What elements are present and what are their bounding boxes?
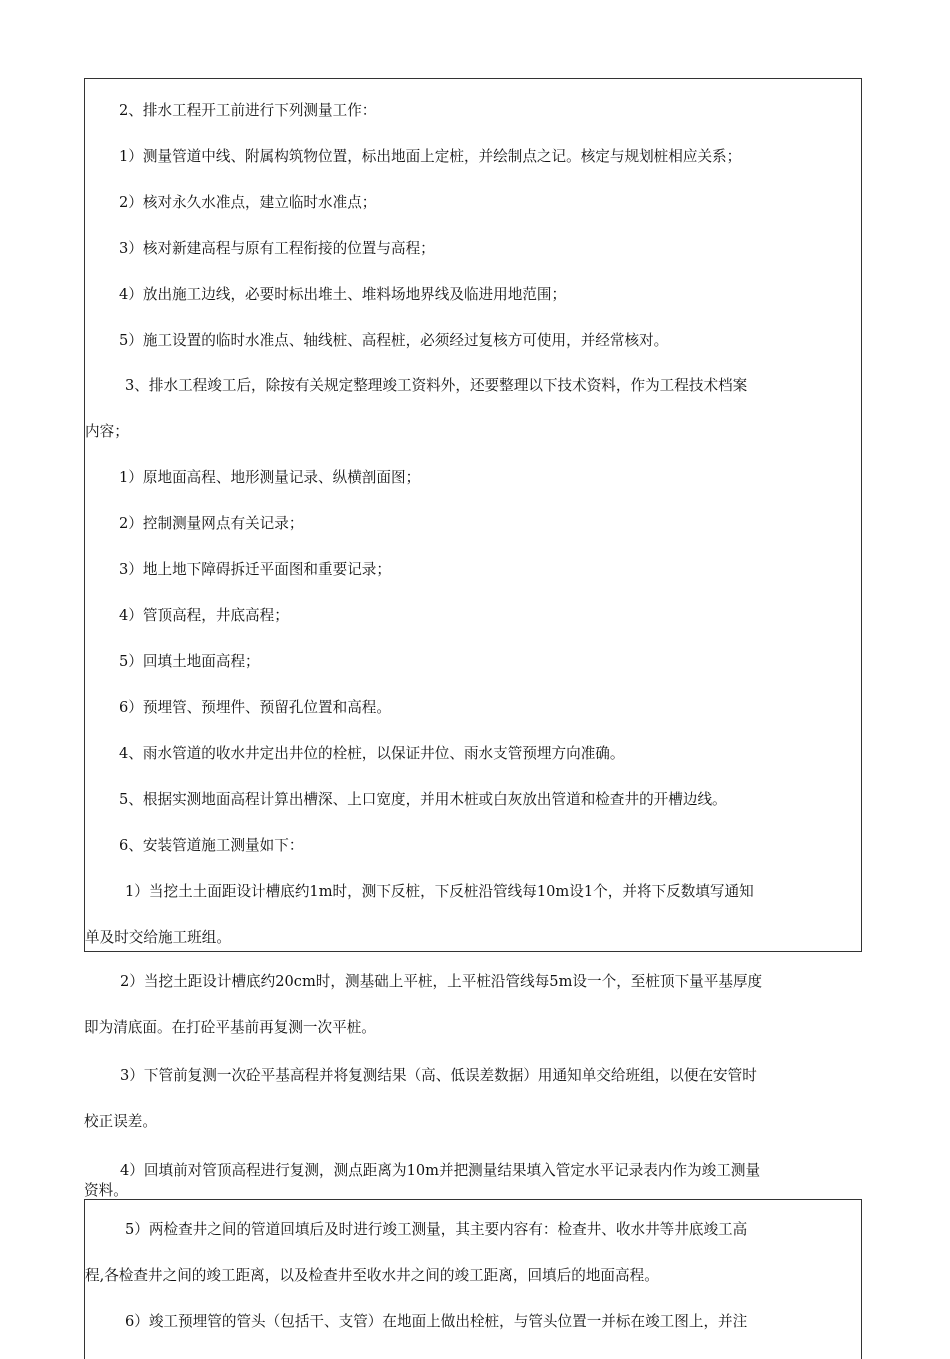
text-line: 4、雨水管道的收水井定出井位的栓桩，以保证井位、雨水支管预埋方向准确。: [119, 745, 625, 762]
text-line: 5）两检查井之间的管道回填后及时进行竣工测量，其主要内容有：检查井、收水井等井底竣工高: [125, 1221, 748, 1238]
text-line: 资料。: [84, 1182, 128, 1199]
text-line: 即为清底面。在打砼平基前再复测一次平桩。: [84, 1019, 376, 1036]
text-line: 6、安装管道施工测量如下：: [119, 837, 304, 854]
text-line: 2）核对永久水准点，建立临时水准点；: [119, 194, 377, 211]
text-line: 1）测量管道中线、附属构筑物位置，标出地面上定桩，并绘制点之记。核定与规划桩相应关系；: [119, 148, 742, 165]
text-line: 4）回填前对管顶高程进行复测，测点距离为10m并把测量结果填入管定水平记录表内作为竣工测量: [120, 1162, 761, 1179]
text-line: 单及时交给施工班组。: [85, 929, 231, 946]
text-line: 3）地上地下障碍拆迁平面图和重要记录；: [119, 561, 391, 578]
text-line: 内容；: [85, 423, 129, 440]
text-line: 1）原地面高程、地形测量记录、纵横剖面图；: [119, 469, 421, 486]
text-line: 1）当挖土土面距设计槽底约1m时，测下反桩，下反桩沿管线每10m设1个，并将下反数填写通知: [125, 883, 754, 900]
text-line: 2）当挖土距设计槽底约20cm时，测基础上平桩，上平桩沿管线每5m设一个，至桩顶下量平基厚度: [120, 973, 763, 990]
text-line: 6）预埋管、预埋件、预留孔位置和高程。: [119, 699, 391, 716]
text-line: 程,各检查井之间的竣工距离，以及检查井至收水井之间的竣工距离，回填后的地面高程。: [85, 1267, 659, 1284]
text-line: 4）管顶高程，井底高程；: [119, 607, 289, 624]
text-line: 3）下管前复测一次砼平基高程并将复测结果（高、低误差数据）用通知单交给班组，以便在安管时: [120, 1067, 757, 1084]
text-line: 2、排水工程开工前进行下列测量工作：: [119, 102, 377, 119]
text-line: 3、排水工程竣工后，除按有关规定整理竣工资料外，还要整理以下技术资料，作为工程技术档案: [125, 377, 748, 394]
text-line: 3）核对新建高程与原有工程衔接的位置与高程；: [119, 240, 435, 257]
text-line: 5）回填土地面高程；: [119, 653, 260, 670]
text-line: 5）施工设置的临时水准点、轴线桩、高程桩，必须经过复核方可使用，并经常核对。: [119, 332, 669, 349]
text-line: 校正误差。: [84, 1113, 157, 1130]
text-line: 2）控制测量网点有关记录；: [119, 515, 304, 532]
text-line: 5、根据实测地面高程计算出槽深、上口宽度，并用木桩或白灰放出管道和检查井的开槽边线。: [119, 791, 727, 808]
text-line: 6）竣工预埋管的管头（包括干、支管）在地面上做出栓桩，与管头位置一并标在竣工图上，并注: [125, 1313, 748, 1330]
text-line: 4）放出施工边线，必要时标出堆土、堆料场地界线及临进用地范围；: [119, 286, 567, 303]
content-box-bottom: [84, 1199, 862, 1359]
content-box-top: [84, 78, 862, 952]
